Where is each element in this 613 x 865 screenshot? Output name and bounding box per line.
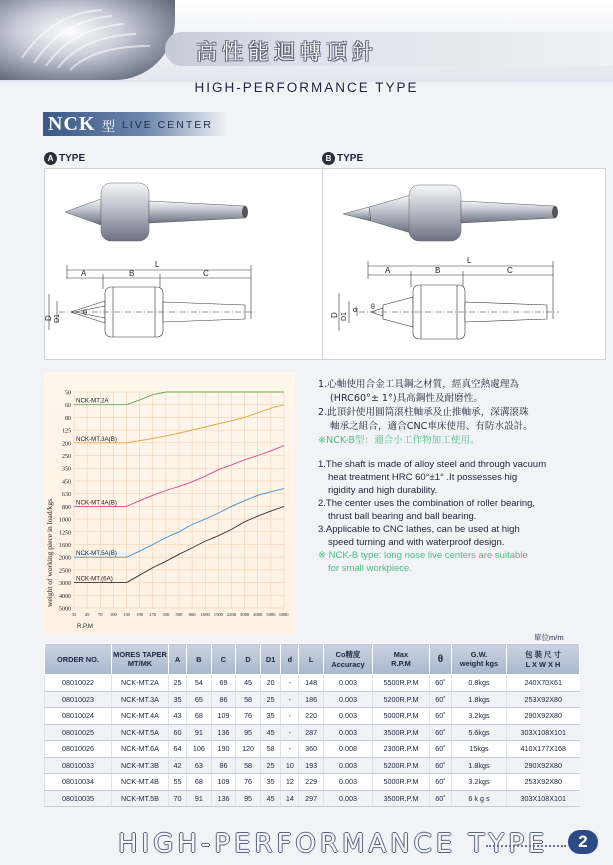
page-title-english: HIGH-PERFORMANCE TYPE xyxy=(194,80,419,95)
dim-C-b: C xyxy=(507,266,513,275)
note-en-5: thrust ball bearing and ball bearing. xyxy=(328,511,477,522)
cell-weight: 0.8kgs xyxy=(452,675,507,692)
chart-x-tick-label: 500 xyxy=(175,612,183,617)
chart-y-tick-label: 450 xyxy=(62,479,71,486)
cell-B: 91 xyxy=(187,724,212,741)
cell-d: 14 xyxy=(281,790,299,807)
chart-y-tick-label: 60 xyxy=(65,403,71,410)
th-C: C xyxy=(211,644,236,675)
cell-order-no: 08010033 xyxy=(45,757,112,774)
chart-series-label-2: NCK-MT.4A(B) xyxy=(76,499,117,507)
cell-mores-taper: NCK-MT.5A xyxy=(112,724,169,741)
model-suffix: 型 xyxy=(102,119,116,134)
chart-y-tick-label: 1600 xyxy=(59,542,71,549)
cell-d: 10 xyxy=(281,757,299,774)
chart-x-tick-label: 190 xyxy=(136,612,144,617)
note-en-highlight-2: for small workpiece. xyxy=(328,563,412,574)
cell-mores-taper: NCK-MT.4A xyxy=(112,708,169,725)
type-a-text: TYPE xyxy=(59,153,86,165)
dim-D-b: D xyxy=(330,312,339,318)
section-subtitle: LIVE CENTER xyxy=(122,119,213,131)
lathe-chuck-image xyxy=(0,0,175,80)
note-cn-4: 軸承之組合，適合CNC車床使用、有防水設計。 xyxy=(330,421,533,432)
cell-theta: 60˚ xyxy=(429,741,451,758)
cell-C: 136 xyxy=(211,724,236,741)
dim-B-b: B xyxy=(435,266,441,275)
table-header-row xyxy=(45,644,580,675)
chart-x-tick-label: 800 xyxy=(188,612,196,617)
cell-D: 58 xyxy=(236,757,261,774)
cell-d: - xyxy=(281,708,299,725)
chart-x-tick-label: 270 xyxy=(149,612,157,617)
cell-D: 45 xyxy=(236,675,261,692)
cell-max-rpm: 5000R.P.M xyxy=(372,708,429,725)
cell-D: 95 xyxy=(236,724,261,741)
type-b-diagram xyxy=(322,168,606,360)
page-number: 2 xyxy=(568,830,598,854)
chart-y-tick-label: 2000 xyxy=(59,555,71,562)
cell-d: - xyxy=(281,724,299,741)
dim-B-a: B xyxy=(129,269,135,278)
cell-B: 65 xyxy=(187,691,212,708)
cell-D1: 20 xyxy=(260,675,280,692)
cell-D1: 35 xyxy=(260,708,280,725)
chart-series-label-0: NCK-MT.2A xyxy=(76,397,109,405)
cell-D1: 58 xyxy=(260,741,280,758)
cell-accuracy: 0.003 xyxy=(323,774,372,791)
cell-C: 136 xyxy=(211,790,236,807)
feature-notes xyxy=(318,378,573,575)
chart-y-tick-label: 3000 xyxy=(59,581,71,588)
cell-weight: 15kgs xyxy=(452,741,507,758)
cell-A: 43 xyxy=(169,708,187,725)
cell-accuracy: 0.003 xyxy=(323,724,372,741)
unit-label: 單位m/m xyxy=(534,633,564,642)
section-heading xyxy=(43,112,228,136)
cell-mores-taper: NCK-MT.3B xyxy=(112,757,169,774)
table-row xyxy=(45,724,580,741)
cell-theta: 60˚ xyxy=(429,774,451,791)
chart-series-label-4: NCK-MT.(6A) xyxy=(76,575,113,583)
cell-weight: 3.2kgs xyxy=(452,774,507,791)
cell-mores-taper: NCK-MT.3A xyxy=(112,691,169,708)
load-chart xyxy=(44,372,295,634)
load-chart-svg xyxy=(44,372,295,634)
dim-L-a: L xyxy=(155,260,160,269)
cell-theta: 60˚ xyxy=(429,790,451,807)
type-a-drawing xyxy=(45,169,327,359)
cell-order-no: 08010023 xyxy=(45,691,112,708)
cell-max-rpm: 5200R.P.M xyxy=(372,757,429,774)
dim-D-a: D xyxy=(44,315,53,321)
cell-package-size: 303X108X101 xyxy=(507,724,580,741)
dim-C-a: C xyxy=(203,269,209,278)
cell-order-no: 08010024 xyxy=(45,708,112,725)
cell-D: 95 xyxy=(236,790,261,807)
cell-A: 70 xyxy=(169,790,187,807)
cell-package-size: 290X92X80 xyxy=(507,757,580,774)
cell-L: 287 xyxy=(299,724,324,741)
cell-D1: 45 xyxy=(260,790,280,807)
th-D: D xyxy=(236,644,261,675)
note-cn-highlight: ※NCK-B型：適合小工作物加工使用。 xyxy=(318,435,480,446)
type-a-diagram xyxy=(44,168,328,360)
note-en-highlight-1: ※ NCK-B type: long nose live centers are suitable xyxy=(318,550,528,561)
table-row xyxy=(45,757,580,774)
cell-d: - xyxy=(281,741,299,758)
cell-D1: 25 xyxy=(260,691,280,708)
chart-y-tick-label: 200 xyxy=(62,441,71,448)
chart-x-tick-label: 35 xyxy=(71,612,77,617)
dim-L-b: L xyxy=(467,256,472,265)
chuck-ridges-graphic xyxy=(12,8,162,68)
th-order-no: ORDER NO. xyxy=(45,644,112,675)
cell-weight: 1.8kgs xyxy=(452,691,507,708)
cell-order-no: 08010022 xyxy=(45,675,112,692)
chart-x-tick-label: 2200 xyxy=(226,612,237,617)
cell-accuracy: 0.003 xyxy=(323,708,372,725)
cell-max-rpm: 3500R.P.M xyxy=(372,724,429,741)
cell-C: 69 xyxy=(211,675,236,692)
page-title-chinese: 高性能迴轉頂針 xyxy=(196,40,378,64)
cell-D1: 45 xyxy=(260,724,280,741)
note-en-6: 3.Applicable to CNC lathes, can be used at high xyxy=(318,524,520,535)
cell-weight: 5.6kgs xyxy=(452,724,507,741)
chart-x-axis-label: R.P.M xyxy=(77,624,93,630)
th-weight: G.W. weight kgs xyxy=(452,644,507,675)
table-row xyxy=(45,708,580,725)
cell-B: 91 xyxy=(187,790,212,807)
cell-package-size: 240X70X61 xyxy=(507,675,580,692)
chart-x-tick-label: 350 xyxy=(162,612,170,617)
cell-weight: 1.8kgs xyxy=(452,757,507,774)
cell-max-rpm: 5500R.P.M xyxy=(372,675,429,692)
type-a-badge: A xyxy=(44,152,57,165)
th-L: L xyxy=(299,644,324,675)
chart-series-label-1: NCK-MT.3A(B) xyxy=(76,435,117,443)
type-b-badge: B xyxy=(322,152,335,165)
type-b-label xyxy=(322,152,363,165)
cell-accuracy: 0.003 xyxy=(323,675,372,692)
chart-x-tick-label: 5000 xyxy=(266,612,276,617)
chart-x-tick-label: 1500 xyxy=(213,612,223,617)
table-row xyxy=(45,691,580,708)
note-cn-3: 2.此頂針使用圓筒滾柱軸承及止推軸承，深溝滾珠 xyxy=(318,407,529,418)
cell-C: 190 xyxy=(211,741,236,758)
th-max-rpm: Max R.P.M xyxy=(372,644,429,675)
cell-order-no: 08010034 xyxy=(45,774,112,791)
cell-D: 58 xyxy=(236,691,261,708)
note-en-4: 2.The center uses the combination of roller bearing, xyxy=(318,498,536,509)
chart-y-tick-label: 125 xyxy=(62,428,71,435)
dim-A-a: A xyxy=(81,269,87,278)
live-center-photo-b xyxy=(343,185,558,241)
cell-max-rpm: 5200R.P.M xyxy=(372,691,429,708)
cell-C: 86 xyxy=(211,757,236,774)
chart-y-tick-label: 4000 xyxy=(59,593,71,600)
dim-D1-a: D1 xyxy=(54,314,61,323)
table-row xyxy=(45,741,580,758)
cell-D1: 25 xyxy=(260,757,280,774)
cell-C: 109 xyxy=(211,774,236,791)
chart-x-tick-label: 45 xyxy=(84,612,90,617)
cell-d: - xyxy=(281,691,299,708)
chart-y-tick-label: 5000 xyxy=(59,606,71,613)
cell-d: 12 xyxy=(281,774,299,791)
model-name: NCK xyxy=(48,113,96,135)
type-a-label xyxy=(44,152,85,165)
cell-mores-taper: NCK-MT.6A xyxy=(112,741,169,758)
cell-theta: 60˚ xyxy=(429,724,451,741)
cell-L: 297 xyxy=(299,790,324,807)
th-theta: θ xyxy=(429,644,451,675)
note-en-3: rigidity and high durability. xyxy=(328,485,438,496)
cell-accuracy: 0.008 xyxy=(323,741,372,758)
cell-max-rpm: 5000R.P.M xyxy=(372,774,429,791)
cell-weight: 6 k g s xyxy=(452,790,507,807)
cell-package-size: 253X92X80 xyxy=(507,691,580,708)
cell-B: 63 xyxy=(187,757,212,774)
cell-L: 360 xyxy=(299,741,324,758)
chart-y-axis-label: weight of working piece in load/kgs xyxy=(45,498,54,607)
chart-y-tick-label: 630 xyxy=(62,492,71,499)
cell-A: 60 xyxy=(169,724,187,741)
note-en-7: speed turning and with waterproof design. xyxy=(328,537,505,548)
cell-A: 64 xyxy=(169,741,187,758)
cell-accuracy: 0.003 xyxy=(323,757,372,774)
type-b-text: TYPE xyxy=(337,153,364,165)
table-row xyxy=(45,790,580,807)
cell-order-no: 08010035 xyxy=(45,790,112,807)
cell-mores-taper: NCK-MT.2A xyxy=(112,675,169,692)
dim-theta-b: θ xyxy=(371,304,375,311)
th-d: d xyxy=(281,644,299,675)
cell-D: 76 xyxy=(236,774,261,791)
chart-x-tick-label: 100 xyxy=(109,612,117,617)
th-accuracy: Co精度 Accuracy xyxy=(323,644,372,675)
chart-y-tick-label: 1250 xyxy=(59,530,71,537)
cell-L: 186 xyxy=(299,691,324,708)
cell-order-no: 08010026 xyxy=(45,741,112,758)
table-row xyxy=(45,774,580,791)
chart-y-tick-label: 350 xyxy=(62,466,71,473)
note-cn-2: (HRC60°± 1°)具高鋼性及耐磨性。 xyxy=(330,393,483,404)
cell-theta: 60˚ xyxy=(429,757,451,774)
cell-max-rpm: 2300R.P.M xyxy=(372,741,429,758)
cell-L: 220 xyxy=(299,708,324,725)
cell-accuracy: 0.003 xyxy=(323,790,372,807)
th-A: A xyxy=(169,644,187,675)
chart-x-tick-label: 70 xyxy=(97,612,103,617)
cell-A: 35 xyxy=(169,691,187,708)
dim-theta-a: θ xyxy=(83,310,87,317)
cell-max-rpm: 3500R.P.M xyxy=(372,790,429,807)
cell-theta: 60˚ xyxy=(429,691,451,708)
cell-D: 76 xyxy=(236,708,261,725)
cell-mores-taper: NCK-MT.4B xyxy=(112,774,169,791)
chart-y-tick-label: 800 xyxy=(62,504,71,511)
cell-theta: 60˚ xyxy=(429,708,451,725)
cell-B: 54 xyxy=(187,675,212,692)
footer-title: HIGH-PERFORMANCE TYPE xyxy=(118,829,549,859)
cell-D1: 35 xyxy=(260,774,280,791)
chart-y-tick-label: 1000 xyxy=(59,517,71,524)
cell-package-size: 290X92X80 xyxy=(507,708,580,725)
spec-table xyxy=(44,643,580,807)
type-b-drawing xyxy=(323,169,605,359)
note-en-1: 1.The shaft is made of alloy steel and through vacuum xyxy=(318,459,547,470)
table-row xyxy=(45,675,580,692)
note-en-2: heat treatment HRC 60°±1° .It possesses hig xyxy=(328,472,518,483)
cell-A: 55 xyxy=(169,774,187,791)
cell-mores-taper: NCK-MT.5B xyxy=(112,790,169,807)
chart-x-tick-label: 1000 xyxy=(200,612,210,617)
th-package-size: 包 裝 尺 寸 L X W X H xyxy=(507,644,580,675)
cell-L: 229 xyxy=(299,774,324,791)
cell-C: 86 xyxy=(211,691,236,708)
th-B: B xyxy=(187,644,212,675)
cell-theta: 60˚ xyxy=(429,675,451,692)
chart-x-tick-label: 130 xyxy=(123,612,130,617)
cell-A: 42 xyxy=(169,757,187,774)
cell-package-size: 253X92X80 xyxy=(507,774,580,791)
cell-package-size: 410X177X168 xyxy=(507,741,580,758)
chart-x-tick-label: 3000 xyxy=(240,612,250,617)
cell-D: 120 xyxy=(236,741,261,758)
chart-series-label-3: NCK-MT.5A(B) xyxy=(76,550,117,558)
header-banner xyxy=(0,0,613,82)
chart-y-tick-label: 50 xyxy=(65,390,71,397)
th-mores-taper: MORES TAPER MT/MK xyxy=(112,644,169,675)
dim-A-b: A xyxy=(385,266,391,275)
dim-D1-b: D1 xyxy=(341,312,348,321)
cell-accuracy: 0.003 xyxy=(323,691,372,708)
footer-divider xyxy=(486,845,566,847)
cell-A: 25 xyxy=(169,675,187,692)
cell-B: 68 xyxy=(187,708,212,725)
cell-B: 106 xyxy=(187,741,212,758)
chart-y-tick-label: 250 xyxy=(62,454,71,461)
chart-x-tick-label: 4000 xyxy=(253,612,263,617)
cell-weight: 3.2kgs xyxy=(452,708,507,725)
cell-order-no: 08010025 xyxy=(45,724,112,741)
cell-L: 193 xyxy=(299,757,324,774)
cell-C: 109 xyxy=(211,708,236,725)
cell-package-size: 303X108X101 xyxy=(507,790,580,807)
chart-y-tick-label: 80 xyxy=(65,415,71,422)
note-cn-1: 1.心軸使用合金工具鋼之材質，經真空熱處理為 xyxy=(318,379,520,390)
chart-x-tick-label: 6000 xyxy=(279,612,289,617)
cell-B: 68 xyxy=(187,774,212,791)
dim-d-b: d xyxy=(353,307,357,314)
th-D1: D1 xyxy=(260,644,280,675)
live-center-photo-a xyxy=(65,183,248,241)
cell-L: 148 xyxy=(299,675,324,692)
chart-y-tick-label: 2500 xyxy=(59,568,71,575)
cell-d: - xyxy=(281,675,299,692)
